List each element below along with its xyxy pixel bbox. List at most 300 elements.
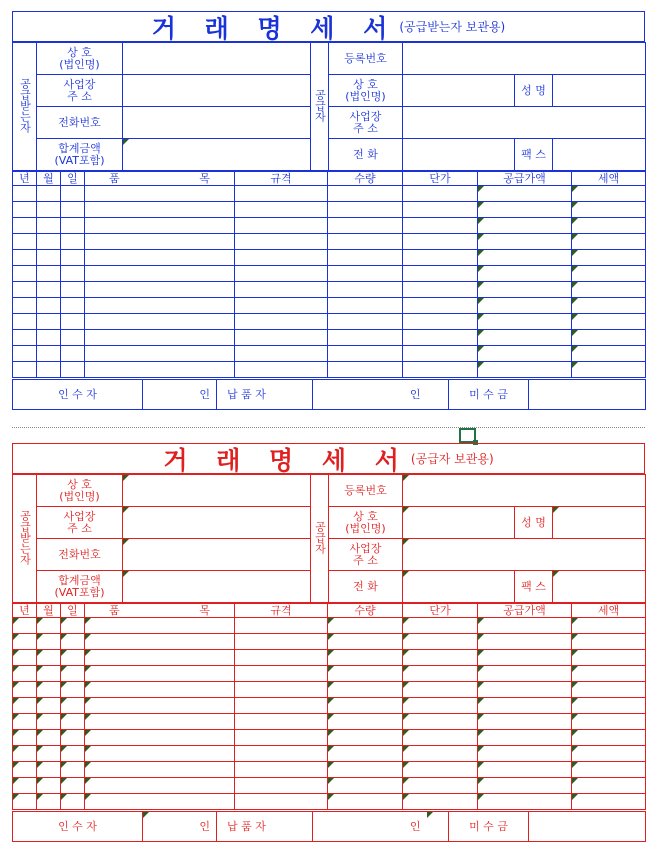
item-item-cell[interactable] — [85, 714, 235, 730]
item-price-cell[interactable] — [403, 634, 478, 650]
item-price-cell[interactable] — [403, 218, 478, 234]
item-tax-cell[interactable] — [572, 618, 646, 634]
item-year-cell[interactable] — [13, 282, 37, 298]
item-spec-cell[interactable] — [235, 634, 328, 650]
item-amount-cell[interactable] — [478, 618, 572, 634]
item-price-cell[interactable] — [403, 682, 478, 698]
item-item-cell[interactable] — [85, 618, 235, 634]
item-price-cell[interactable] — [403, 266, 478, 282]
item-item-cell[interactable] — [85, 298, 235, 314]
item-item-cell[interactable] — [85, 234, 235, 250]
item-tax-cell[interactable] — [572, 298, 646, 314]
item-item-cell[interactable] — [85, 362, 235, 378]
top-title-row — [12, 11, 645, 42]
item-day-cell[interactable] — [61, 778, 85, 794]
item-month-cell[interactable] — [37, 346, 61, 362]
recipient-company-cell[interactable] — [123, 475, 311, 507]
item-month-cell[interactable] — [37, 746, 61, 762]
item-tax-cell[interactable] — [572, 346, 646, 362]
supplier-phone-label: 전 화 — [329, 571, 403, 603]
item-day-cell[interactable] — [61, 794, 85, 810]
item-spec-cell[interactable] — [235, 666, 328, 682]
item-month-cell[interactable] — [37, 314, 61, 330]
item-day-cell[interactable] — [61, 698, 85, 714]
item-year-cell[interactable] — [13, 362, 37, 378]
item-price-cell[interactable] — [403, 202, 478, 218]
item-year-cell[interactable] — [13, 778, 37, 794]
item-year-cell[interactable] — [13, 330, 37, 346]
item-tax-cell[interactable] — [572, 330, 646, 346]
supplier-address-cell[interactable] — [403, 107, 646, 139]
item-day-cell[interactable] — [61, 186, 85, 202]
fax-cell[interactable] — [553, 571, 646, 603]
item-tax-cell[interactable] — [572, 634, 646, 650]
item-day-cell[interactable] — [61, 362, 85, 378]
item-qty-cell[interactable] — [328, 778, 403, 794]
total-amount-cell[interactable] — [123, 571, 311, 603]
col-day: 일 — [61, 604, 85, 618]
item-row — [13, 698, 646, 714]
item-year-cell[interactable] — [13, 314, 37, 330]
item-price-cell[interactable] — [403, 698, 478, 714]
item-item-cell[interactable] — [85, 282, 235, 298]
bottom-title: 거 래 명 세 서 — [163, 445, 409, 475]
item-qty-cell[interactable] — [328, 762, 403, 778]
cell-selection-cursor[interactable] — [459, 428, 476, 443]
item-tax-cell[interactable] — [572, 778, 646, 794]
item-spec-cell[interactable] — [235, 730, 328, 746]
item-item-cell[interactable] — [85, 218, 235, 234]
item-amount-cell[interactable] — [478, 666, 572, 682]
item-item-cell[interactable] — [85, 746, 235, 762]
item-spec-cell[interactable] — [235, 202, 328, 218]
top-footer-table — [12, 379, 646, 410]
item-month-cell[interactable] — [37, 666, 61, 682]
item-month-cell[interactable] — [37, 266, 61, 282]
item-qty-cell[interactable] — [328, 202, 403, 218]
col-spec: 규격 — [235, 604, 328, 618]
item-qty-cell[interactable] — [328, 746, 403, 762]
seal-gap-cell[interactable] — [427, 812, 449, 842]
item-month-cell[interactable] — [37, 186, 61, 202]
item-row — [13, 266, 646, 282]
seal-gap-cell[interactable] — [427, 380, 449, 410]
item-day-cell[interactable] — [61, 730, 85, 746]
item-day-cell[interactable] — [61, 762, 85, 778]
item-day-cell[interactable] — [61, 682, 85, 698]
unpaid-cell[interactable] — [529, 812, 646, 842]
item-item-cell[interactable] — [85, 698, 235, 714]
item-price-cell[interactable] — [403, 346, 478, 362]
item-day-cell[interactable] — [61, 746, 85, 762]
item-qty-cell[interactable] — [328, 314, 403, 330]
item-year-cell[interactable] — [13, 234, 37, 250]
bottom-header-table — [12, 474, 646, 603]
col-year: 년 — [13, 172, 37, 186]
item-spec-cell[interactable] — [235, 266, 328, 282]
item-item-cell[interactable] — [85, 634, 235, 650]
item-amount-cell[interactable] — [478, 778, 572, 794]
item-amount-cell[interactable] — [478, 186, 572, 202]
item-row — [13, 746, 646, 762]
item-month-cell[interactable] — [37, 714, 61, 730]
item-month-cell[interactable] — [37, 298, 61, 314]
item-item-cell[interactable] — [85, 266, 235, 282]
item-amount-cell[interactable] — [478, 266, 572, 282]
item-item-cell[interactable] — [85, 778, 235, 794]
item-amount-cell[interactable] — [478, 234, 572, 250]
item-spec-cell[interactable] — [235, 218, 328, 234]
item-year-cell[interactable] — [13, 298, 37, 314]
item-spec-cell[interactable] — [235, 330, 328, 346]
item-year-cell[interactable] — [13, 202, 37, 218]
item-spec-cell[interactable] — [235, 682, 328, 698]
col-item: 품 목 — [85, 604, 235, 618]
fax-label: 팩 스 — [515, 139, 553, 171]
item-item-cell[interactable] — [85, 650, 235, 666]
item-row — [13, 330, 646, 346]
item-price-cell[interactable] — [403, 762, 478, 778]
supplier-address-label: 사업장 주 소 — [329, 107, 403, 139]
item-spec-cell[interactable] — [235, 362, 328, 378]
item-tax-cell[interactable] — [572, 746, 646, 762]
col-tax: 세액 — [572, 604, 646, 618]
item-row — [13, 794, 646, 810]
reg-no-cell[interactable] — [403, 43, 646, 75]
item-year-cell[interactable] — [13, 250, 37, 266]
item-year-cell[interactable] — [13, 794, 37, 810]
item-spec-cell[interactable] — [235, 650, 328, 666]
item-year-cell[interactable] — [13, 618, 37, 634]
item-price-cell[interactable] — [403, 186, 478, 202]
item-tax-cell[interactable] — [572, 218, 646, 234]
item-item-cell[interactable] — [85, 186, 235, 202]
bottom-invoice-sheet — [12, 443, 645, 843]
item-amount-cell[interactable] — [478, 346, 572, 362]
item-tax-cell[interactable] — [572, 282, 646, 298]
unpaid-label: 미 수 금 — [449, 812, 529, 842]
item-tax-cell[interactable] — [572, 762, 646, 778]
item-year-cell[interactable] — [13, 186, 37, 202]
item-item-cell[interactable] — [85, 682, 235, 698]
item-amount-cell[interactable] — [478, 682, 572, 698]
deliverer-label: 납 품 자 — [217, 812, 313, 842]
item-qty-cell[interactable] — [328, 698, 403, 714]
total-amount-cell[interactable] — [123, 139, 311, 171]
supplier-company-label: 상 호 (법인명) — [329, 75, 403, 107]
item-amount-cell[interactable] — [478, 698, 572, 714]
item-row — [13, 298, 646, 314]
deliverer-seal-cell[interactable]: 인 — [313, 812, 427, 842]
item-row — [13, 346, 646, 362]
item-year-cell[interactable] — [13, 666, 37, 682]
item-amount-cell[interactable] — [478, 282, 572, 298]
item-spec-cell[interactable] — [235, 186, 328, 202]
item-day-cell[interactable] — [61, 314, 85, 330]
receiver-seal-cell[interactable]: 인 — [143, 380, 217, 410]
item-qty-cell[interactable] — [328, 298, 403, 314]
item-price-cell[interactable] — [403, 314, 478, 330]
recipient-phone-cell[interactable] — [123, 539, 311, 571]
item-day-cell[interactable] — [61, 618, 85, 634]
item-day-cell[interactable] — [61, 282, 85, 298]
item-tax-cell[interactable] — [572, 202, 646, 218]
item-qty-cell[interactable] — [328, 730, 403, 746]
item-amount-cell[interactable] — [478, 714, 572, 730]
item-price-cell[interactable] — [403, 666, 478, 682]
item-row — [13, 234, 646, 250]
item-item-cell[interactable] — [85, 666, 235, 682]
item-qty-cell[interactable] — [328, 618, 403, 634]
item-year-cell[interactable] — [13, 730, 37, 746]
item-row — [13, 282, 646, 298]
item-amount-cell[interactable] — [478, 362, 572, 378]
item-day-cell[interactable] — [61, 250, 85, 266]
item-month-cell[interactable] — [37, 762, 61, 778]
item-tax-cell[interactable] — [572, 730, 646, 746]
item-tax-cell[interactable] — [572, 714, 646, 730]
item-spec-cell[interactable] — [235, 778, 328, 794]
item-amount-cell[interactable] — [478, 314, 572, 330]
item-item-cell[interactable] — [85, 202, 235, 218]
item-spec-cell[interactable] — [235, 346, 328, 362]
reg-no-label: 등록번호 — [329, 475, 403, 507]
item-qty-cell[interactable] — [328, 234, 403, 250]
total-label: 합계금액 (VAT포함) — [37, 571, 123, 603]
item-tax-cell[interactable] — [572, 314, 646, 330]
item-month-cell[interactable] — [37, 634, 61, 650]
item-item-cell[interactable] — [85, 794, 235, 810]
item-spec-cell[interactable] — [235, 762, 328, 778]
item-row — [13, 218, 646, 234]
item-qty-cell[interactable] — [328, 186, 403, 202]
item-price-cell[interactable] — [403, 650, 478, 666]
item-year-cell[interactable] — [13, 762, 37, 778]
item-item-cell[interactable] — [85, 314, 235, 330]
item-amount-cell[interactable] — [478, 298, 572, 314]
item-year-cell[interactable] — [13, 698, 37, 714]
item-spec-cell[interactable] — [235, 618, 328, 634]
supplier-company-cell[interactable] — [403, 507, 515, 539]
item-item-cell[interactable] — [85, 330, 235, 346]
item-qty-cell[interactable] — [328, 218, 403, 234]
item-item-cell[interactable] — [85, 730, 235, 746]
item-amount-cell[interactable] — [478, 250, 572, 266]
item-spec-cell[interactable] — [235, 794, 328, 810]
item-spec-cell[interactable] — [235, 234, 328, 250]
item-month-cell[interactable] — [37, 330, 61, 346]
item-qty-cell[interactable] — [328, 282, 403, 298]
item-year-cell[interactable] — [13, 682, 37, 698]
representative-cell[interactable] — [553, 507, 646, 539]
item-year-cell[interactable] — [13, 266, 37, 282]
item-month-cell[interactable] — [37, 218, 61, 234]
item-tax-cell[interactable] — [572, 666, 646, 682]
item-qty-cell[interactable] — [328, 714, 403, 730]
bottom-title-row — [12, 443, 645, 474]
item-row — [13, 186, 646, 202]
item-qty-cell[interactable] — [328, 330, 403, 346]
item-amount-cell[interactable] — [478, 794, 572, 810]
item-month-cell[interactable] — [37, 202, 61, 218]
item-qty-cell[interactable] — [328, 266, 403, 282]
item-price-cell[interactable] — [403, 618, 478, 634]
col-year: 년 — [13, 604, 37, 618]
item-price-cell[interactable] — [403, 746, 478, 762]
supplier-address-cell[interactable] — [403, 539, 646, 571]
item-amount-cell[interactable] — [478, 330, 572, 346]
item-month-cell[interactable] — [37, 362, 61, 378]
total-label: 합계금액 (VAT포함) — [37, 139, 123, 171]
item-price-cell[interactable] — [403, 234, 478, 250]
top-items-table — [12, 171, 646, 378]
item-qty-cell[interactable] — [328, 362, 403, 378]
item-qty-cell[interactable] — [328, 250, 403, 266]
recipient-phone-cell[interactable] — [123, 107, 311, 139]
fax-label: 팩 스 — [515, 571, 553, 603]
item-day-cell[interactable] — [61, 634, 85, 650]
item-tax-cell[interactable] — [572, 682, 646, 698]
supplier-phone-cell[interactable] — [403, 139, 515, 171]
item-tax-cell[interactable] — [572, 186, 646, 202]
col-amount: 공급가액 — [478, 604, 572, 618]
item-month-cell[interactable] — [37, 650, 61, 666]
supplier-address-label: 사업장 주 소 — [329, 539, 403, 571]
bottom-subtitle: (공급자 보관용) — [410, 452, 494, 466]
item-tax-cell[interactable] — [572, 250, 646, 266]
unpaid-label: 미 수 금 — [449, 380, 529, 410]
fax-cell[interactable] — [553, 139, 646, 171]
item-row — [13, 250, 646, 266]
item-day-cell[interactable] — [61, 650, 85, 666]
item-month-cell[interactable] — [37, 618, 61, 634]
item-day-cell[interactable] — [61, 218, 85, 234]
item-qty-cell[interactable] — [328, 346, 403, 362]
item-spec-cell[interactable] — [235, 746, 328, 762]
item-price-cell[interactable] — [403, 330, 478, 346]
item-month-cell[interactable] — [37, 698, 61, 714]
item-spec-cell[interactable] — [235, 314, 328, 330]
item-tax-cell[interactable] — [572, 650, 646, 666]
item-month-cell[interactable] — [37, 234, 61, 250]
item-row — [13, 618, 646, 634]
reg-no-label: 등록번호 — [329, 43, 403, 75]
deliverer-label: 납 품 자 — [217, 380, 313, 410]
item-amount-cell[interactable] — [478, 634, 572, 650]
supplier-company-label: 상 호 (법인명) — [329, 507, 403, 539]
reg-no-cell[interactable] — [403, 475, 646, 507]
item-row — [13, 666, 646, 682]
item-year-cell[interactable] — [13, 714, 37, 730]
item-month-cell[interactable] — [37, 730, 61, 746]
item-spec-cell[interactable] — [235, 714, 328, 730]
item-amount-cell[interactable] — [478, 730, 572, 746]
item-qty-cell[interactable] — [328, 682, 403, 698]
representative-label: 성 명 — [515, 75, 553, 107]
item-amount-cell[interactable] — [478, 746, 572, 762]
item-month-cell[interactable] — [37, 250, 61, 266]
item-qty-cell[interactable] — [328, 794, 403, 810]
item-qty-cell[interactable] — [328, 650, 403, 666]
item-year-cell[interactable] — [13, 634, 37, 650]
item-spec-cell[interactable] — [235, 298, 328, 314]
col-month: 월 — [37, 172, 61, 186]
item-day-cell[interactable] — [61, 330, 85, 346]
item-year-cell[interactable] — [13, 346, 37, 362]
item-day-cell[interactable] — [61, 666, 85, 682]
item-amount-cell[interactable] — [478, 762, 572, 778]
item-qty-cell[interactable] — [328, 666, 403, 682]
col-price: 단가 — [403, 172, 478, 186]
representative-cell[interactable] — [553, 75, 646, 107]
representative-label: 성 명 — [515, 507, 553, 539]
item-day-cell[interactable] — [61, 266, 85, 282]
item-year-cell[interactable] — [13, 650, 37, 666]
item-item-cell[interactable] — [85, 346, 235, 362]
item-amount-cell[interactable] — [478, 218, 572, 234]
item-day-cell[interactable] — [61, 234, 85, 250]
recipient-address-cell[interactable] — [123, 75, 311, 107]
col-month: 월 — [37, 604, 61, 618]
item-price-cell[interactable] — [403, 778, 478, 794]
item-item-cell[interactable] — [85, 762, 235, 778]
item-item-cell[interactable] — [85, 250, 235, 266]
item-price-cell[interactable] — [403, 714, 478, 730]
item-month-cell[interactable] — [37, 282, 61, 298]
item-day-cell[interactable] — [61, 298, 85, 314]
item-spec-cell[interactable] — [235, 282, 328, 298]
item-month-cell[interactable] — [37, 794, 61, 810]
item-day-cell[interactable] — [61, 202, 85, 218]
receiver-seal-cell[interactable]: 인 — [143, 812, 217, 842]
supplier-phone-cell[interactable] — [403, 571, 515, 603]
recipient-company-cell[interactable] — [123, 43, 311, 75]
item-month-cell[interactable] — [37, 682, 61, 698]
item-price-cell[interactable] — [403, 362, 478, 378]
deliverer-seal-cell[interactable]: 인 — [313, 380, 427, 410]
item-spec-cell[interactable] — [235, 250, 328, 266]
item-year-cell[interactable] — [13, 746, 37, 762]
item-price-cell[interactable] — [403, 730, 478, 746]
item-tax-cell[interactable] — [572, 234, 646, 250]
item-price-cell[interactable] — [403, 282, 478, 298]
item-price-cell[interactable] — [403, 298, 478, 314]
item-month-cell[interactable] — [37, 778, 61, 794]
item-tax-cell[interactable] — [572, 266, 646, 282]
item-day-cell[interactable] — [61, 714, 85, 730]
item-tax-cell[interactable] — [572, 698, 646, 714]
recipient-side-label: 공급받는자 — [13, 475, 37, 603]
item-year-cell[interactable] — [13, 218, 37, 234]
supplier-company-cell[interactable] — [403, 75, 515, 107]
item-row — [13, 314, 646, 330]
item-tax-cell[interactable] — [572, 362, 646, 378]
unpaid-cell[interactable] — [529, 380, 646, 410]
item-price-cell[interactable] — [403, 250, 478, 266]
col-tax: 세액 — [572, 172, 646, 186]
item-amount-cell[interactable] — [478, 650, 572, 666]
item-amount-cell[interactable] — [478, 202, 572, 218]
item-tax-cell[interactable] — [572, 794, 646, 810]
item-day-cell[interactable] — [61, 346, 85, 362]
item-qty-cell[interactable] — [328, 634, 403, 650]
supplier-side-label: 공급자 — [311, 475, 329, 603]
item-spec-cell[interactable] — [235, 698, 328, 714]
bottom-footer-table — [12, 811, 646, 842]
item-price-cell[interactable] — [403, 794, 478, 810]
recipient-address-cell[interactable] — [123, 507, 311, 539]
top-invoice-sheet — [12, 11, 645, 411]
